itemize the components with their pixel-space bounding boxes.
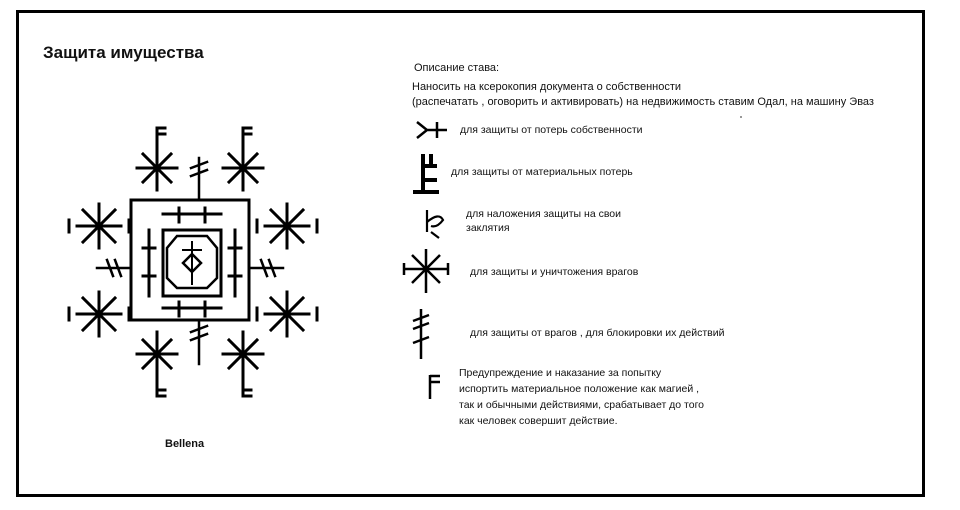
page-title: Защита имущества	[43, 43, 204, 62]
algiz-fork-icon	[415, 119, 449, 141]
legend-text: Предупреждение и наказание за попытку испортить материальное положение как магией , так и обычными действиями, срабатывает до того как человек совершит действие.	[459, 367, 705, 427]
description-line: (распечатать , оговорить и активировать) на недвижимость ставим Одал, на машину Эваз	[412, 96, 874, 108]
description-line: Наносить на ксерокопия документа о собственности	[412, 81, 682, 93]
curl-rune-icon	[417, 206, 449, 240]
content-frame	[16, 10, 925, 497]
legend-text: для защиты и уничтожения врагов	[470, 266, 639, 278]
description-heading: Описание става:	[414, 62, 500, 74]
stav-diagram-icon	[51, 118, 351, 408]
legend-text: для защиты от потерь собственности	[460, 124, 643, 136]
double-bar-rune-icon	[409, 152, 443, 194]
flag-rune-icon	[426, 373, 444, 401]
stray-dot	[740, 116, 742, 118]
author-signature: Bellena	[165, 438, 205, 450]
star-rune-icon	[401, 245, 451, 297]
legend-text: для защиты от врагов , для блокировки их действий	[470, 327, 725, 339]
legend-text: для защиты от материальных потерь	[451, 166, 633, 178]
hook-rune-icon	[407, 307, 437, 361]
legend-text: для наложения защиты на свои заклятия	[466, 208, 621, 234]
